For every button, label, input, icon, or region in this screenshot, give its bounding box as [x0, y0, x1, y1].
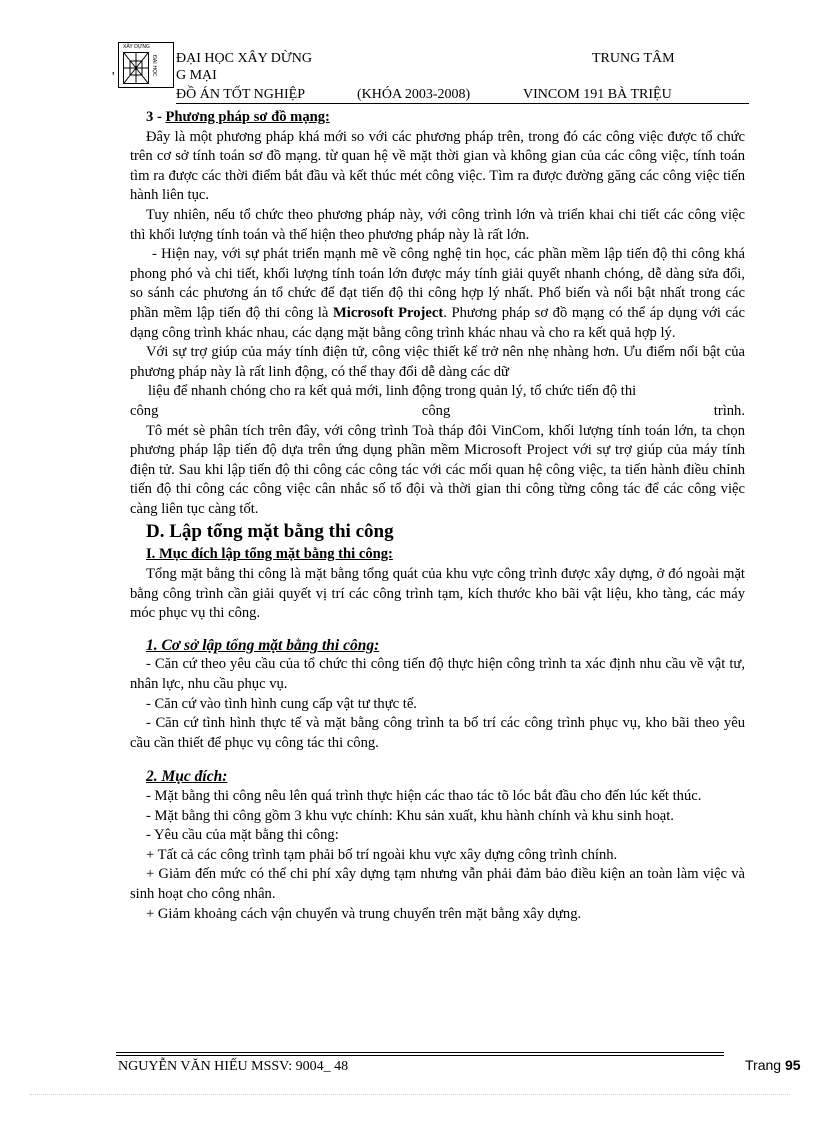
section-d-heading: D. Lập tổng mặt bằng thi công [146, 521, 394, 543]
paragraph: Tổng mặt bằng thi công là mặt bằng tổng quát của khu vực công trình được xây dựng, ở đó ngoài mặt bằng công trình cần giải quyết vị trí các công trình tạm, kích thước kho bãi vật liệu, kho tàng, các máy móc phục vụ thi công. [130, 566, 745, 622]
paragraph: + Giảm khoảng cách vận chuyển và trung chuyển trên mặt bằng xây dựng. [146, 905, 582, 922]
paragraph: Đây là một phương pháp khá mới so với các phương pháp trên, trong đó các công việc được tổ chức trên cơ sở tính toán sơ đồ mạng. từ quan hệ về mặt thời gian và không gian của các công việc, tính toán tìm ra được các thời điểm bắt đầu và kết thúc mét công việc. Tìm ra được đường găng các công việc tiến hành liên tục. [130, 128, 745, 204]
paragraph: - Căn cứ vào tình hình cung cấp vật tư thực tế. [146, 695, 417, 712]
section-i-heading [130, 545, 745, 565]
paragraph: công công trình. [130, 402, 745, 419]
paragraph: Tô mét sè phân tích trên đây, với công trình Toà tháp đôi VinCom, khối lượng tính toán lớn, ta chọn phương pháp lập tiến độ dựa trên ứng dụng phần mềm Microsoft Project với sự trợ giúp của máy tính điện tử. Sau khi lập tiến độ thi công các công tác với các mối quan hệ công việc, ta tiến hành điều chỉnh tiến độ thi công các công việc cân nhắc số tổ đội và thời gian thi công từng công tác để các công việc càng liên tục càng tốt. [130, 422, 745, 517]
header-university: ĐẠI HỌC XÂY DỪNG [176, 51, 312, 66]
header-divider [176, 103, 749, 104]
paragraph: liệu để nhanh chóng cho ra kết quả mới, linh động trong quản lý, tổ chức tiến độ thi [148, 383, 637, 400]
subsection-2-title: 2. Mục đích: [146, 768, 228, 786]
header-project: ĐỒ ÁN TỐT NGHIỆP [176, 87, 305, 102]
paragraph: - Căn cứ theo yêu cầu của tổ chức thi công tiến độ thực hiện công trình ta xác định nhu cầu về vật tư, nhân lực, nhu cầu phục vụ. [130, 656, 745, 693]
header-course: (KHÓA 2003-2008) [357, 87, 471, 102]
paragraph: - Mặt bằng thi công nêu lên quá trình thực hiện các thao tác tõ lóc bắt đầu cho đến lúc kết thúc. [146, 788, 702, 804]
paragraph: + Tất cả các công trình tạm phải bố trí ngoài khu vực xây dựng công trình chính. [146, 846, 618, 863]
logo-emblem-icon [123, 52, 149, 84]
page-edge [30, 1094, 790, 1095]
heading-title: Phương pháp sơ đồ mạng: [165, 109, 330, 125]
logo-side-text: ĐẠI HỌC [151, 55, 157, 77]
header-mark: ' [112, 70, 115, 85]
heading-number: 3 - [146, 109, 166, 125]
paragraph-text: - Hiện nay, với sự phát triển mạnh mẽ về công nghệ tin học, các phần mềm lập tiến độ thi công khá phong phó và chi tiết, khối lượng tính toán lớn được máy tính giải quyết nhanh chóng, dễ dàng sửa đổi, so sánh các phương án tổ chức để đạt tiến độ thi công hợp lý nhất. Phổ biến và nổi bật nhất trong các phần mềm lập tiến độ thi công là [130, 246, 745, 321]
page-label: Trang [745, 1057, 785, 1073]
page-value: 95 [784, 1057, 801, 1073]
subsection-2-heading [130, 767, 745, 787]
paragraph: - Yêu cầu của mặt bằng thi công: [146, 827, 339, 844]
section-i-title: I. Mục đích lập tổng mặt bằng thi công: [146, 546, 393, 563]
paragraph: - Căn cứ tình hình thực tế và mặt bằng công trình ta bố trí các công trình phục vụ, kho bãi theo yêu cầu cần thiết để phục vụ công tác thi công. [130, 715, 745, 751]
header-line2: G MẠI [176, 68, 217, 83]
paragraph: - Mặt bằng thi công gồm 3 khu vực chính: Khu sản xuất, khu hành chính và khu sinh hoạt. [146, 807, 674, 824]
software-name: Microsoft Project [333, 304, 444, 321]
header-center: TRUNG TÂM [592, 51, 675, 66]
paragraph-text: . Phương pháp sơ đồ mạng có thể áp dụng với các dạng công trình khác nhau, các dạng mặt bằng công trình khác nhau và cho ra kết quả hợp lý. [130, 304, 745, 341]
subsection-1-heading [130, 636, 745, 656]
header-building: VINCOM 191 BÀ TRIỆU [523, 87, 672, 102]
page-number [745, 1057, 801, 1073]
university-logo [118, 42, 174, 88]
document-body [130, 108, 745, 924]
paragraph [130, 245, 745, 343]
paragraph: Tuy nhiên, nếu tổ chức theo phương pháp này, với công trình lớn và triển khai chi tiết các công việc thì khối lượng tính toán và thể hiện theo phương pháp này là rất lớn. [130, 206, 745, 243]
paragraph: + Giảm đến mức có thể chi phí xây dựng tạm nhưng vẫn phải đảm bảo điều kiện an toàn làm việc và sinh hoạt cho công nhân. [130, 866, 745, 902]
heading-method [130, 108, 745, 128]
subsection-1-title: 1. Cơ sở lập tổng mặt bằng thi công: [146, 636, 380, 654]
logo-top-text: XÂY DỰNG [123, 44, 150, 50]
footer-divider [116, 1052, 724, 1053]
paragraph: Với sự trợ giúp của máy tính điện tử, công việc thiết kế trở nên nhẹ nhàng hơn. Ưu điểm nổi bật của phương pháp này là rất linh động, có thể thay đổi dễ dàng các dữ [130, 344, 745, 380]
footer-author: NGUYỄN VĂN HIẾU MSSV: 9004_ 48 [118, 1059, 349, 1074]
footer-divider [116, 1055, 724, 1056]
